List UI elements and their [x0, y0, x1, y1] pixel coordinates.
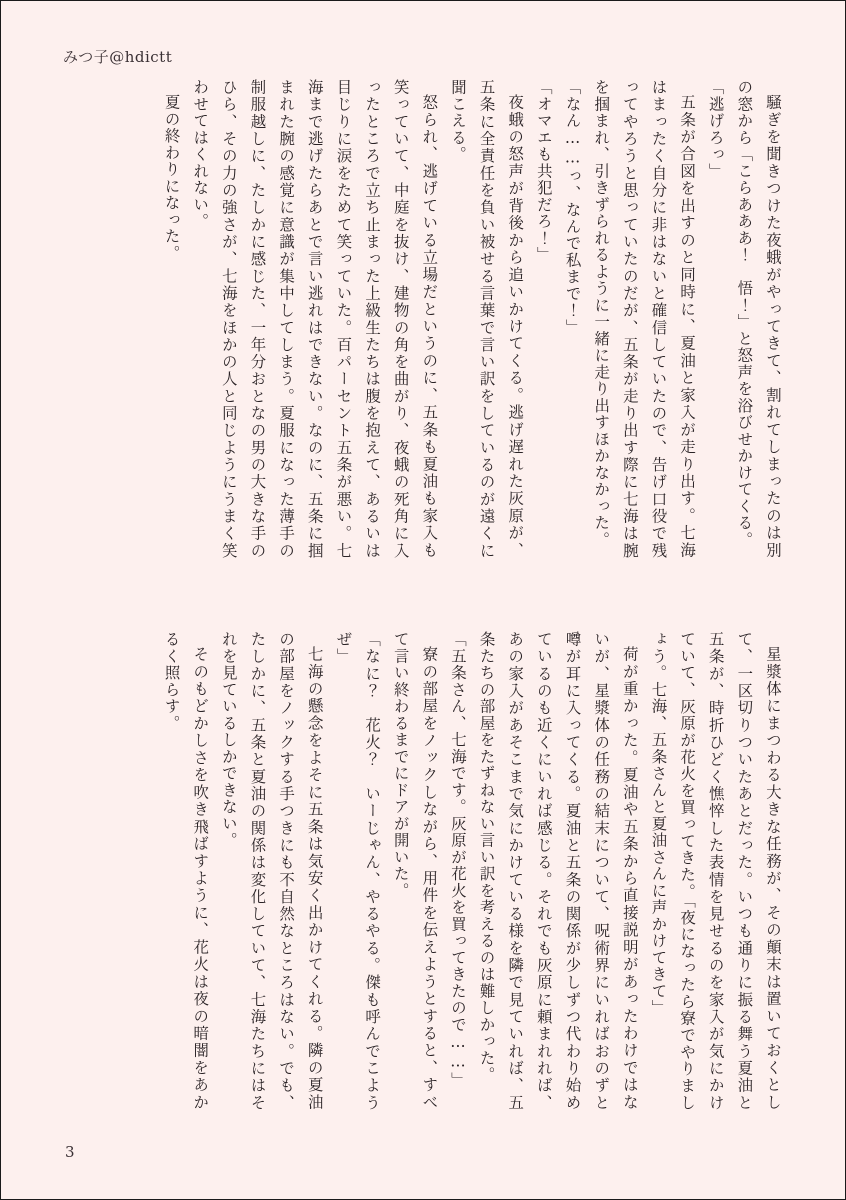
upper-paragraph: 怒られ、逃げている立場だというのに、五条も夏油も家入も笑っていて、中庭を抜け、建物の角を曲がり、夜蛾の死角に入ったところで立ち止まった上級生たちは腹を抱えて、あるいは目じりに涙をためて笑っていた。百パーセント五条が悪い。七海まで逃げたらあとで言い逃れはできない。なのに、五条に掴まれた腕の感覚に意識が集中してしまう。夏服になった薄手の制服越しに、たしかに感じた、一年分おとなの男の大きな手のひら、その力の強さが、七海をほかの人と同じようにうまく笑わせてはくれない。 [191, 79, 439, 559]
upper-paragraph: 夜蛾の怒声が背後から追いかけてくる。逃げ遅れた灰原が、五条に全責任を負い被せる言葉で言い訳をしているのが遠くに聞こえる。 [448, 79, 525, 559]
lower-paragraph: 七海の懸念をよそに五条は気安く出かけてくれる。隣の夏油の部屋をノックする手つきにも不自然なところはない。でも、たしかに、五条と夏油の関係は変化していて、七海たちにはそれを見ているしかできない。 [219, 631, 324, 1111]
page-number: 3 [65, 1143, 75, 1161]
lower-paragraph: 星漿体にまつわる大きな任務が、その顛末は置いておくとして、一区切りついたあとだった。いつも通りに振る舞う夏油と五条が、時折ひどく憔悴した表情を見せるのを家入が気にかけていて、灰原が花火を買ってきた。「夜になったら寮でやりましょう。七海、五条さんと夏油さんに声かけてきて」 [649, 631, 782, 1111]
body-text-block-upper [67, 79, 787, 559]
lower-paragraph: 「五条さん、七海です。灰原が花火を買ってきたので……」 [448, 631, 467, 1089]
lower-paragraph: 「なに？ 花火？ いーじゃん、やるやる。傑も呼んでこようぜ」 [334, 631, 382, 1111]
upper-paragraph: 「なん……っ、なんで私まで！」 [563, 79, 582, 336]
lower-paragraph: 寮の部屋をノックしながら、用件を伝えようとすると、すべて言い終わるまでにドアが開いた。 [391, 631, 439, 1111]
upper-paragraph: 「逃げろっ」 [706, 79, 725, 180]
lower-paragraph: 荷が重かった。夏油や五条から直接説明があったわけではないが、星漿体の任務の結末について、呪術界にいればおのずと噂が耳に入ってくる。夏油と五条の関係が少しずつ代わり始めているのも近くにいれば感じる。それでも灰原に頼まれれば、あの家入があそこまで気にかけている様を隣で見ていれば、五条たちの部屋をたずねない言い訳を考えるのは難しかった。 [477, 631, 639, 1111]
upper-paragraph: 夏の終わりになった。 [162, 94, 181, 262]
upper-paragraph: 「オマエも共犯だろ！」 [534, 79, 553, 264]
running-header: みつ子@hdictt [63, 48, 173, 66]
body-text-block-lower [67, 631, 787, 1111]
upper-paragraph: 五条が合図を出すのと同時に、夏油と家入が走り出す。七海はまったく自分に非はないと確信していたので、告げ口役で残ってやろうと思っていたのだが、五条が走り出す際に七海は腕を掴まれ、引きずられるように一緒に走り出すほかなかった。 [592, 79, 697, 559]
upper-paragraph: 騒ぎを聞きつけた夜蛾がやってきて、割れてしまったのは別の窓から「こらあああ！ 悟！」と怒声を浴びせかけてくる。 [735, 79, 782, 559]
lower-paragraph: そのもどかしさを吹き飛ばすように、花火は夜の暗闇をあかるく照らす。 [162, 631, 210, 1111]
